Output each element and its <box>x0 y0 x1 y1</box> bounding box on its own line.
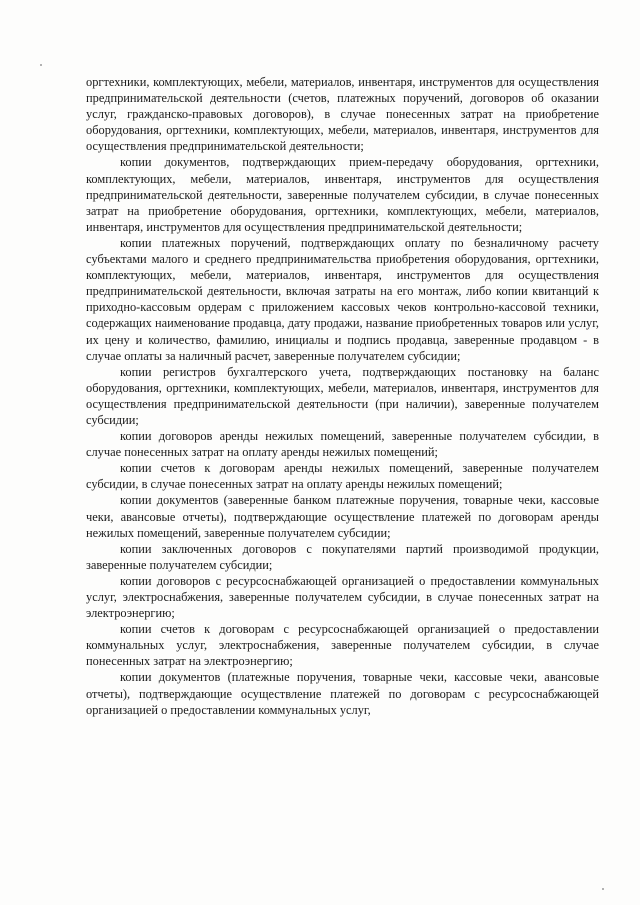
paragraph: копии счетов к договорам аренды нежилых помещений, заверенные получателем субсидии, в случае понесенных затрат на оплату аренды нежилых помещений; <box>86 461 599 492</box>
paragraph: копии договоров с ресурсоснабжающей организацией о предоставлении коммунальных услуг, электроснабжения, заверенные получателем субсидии, в случае понесенных затрат на электроэнергию; <box>86 573 599 621</box>
scan-speck <box>602 888 604 890</box>
paragraph: копии платежных поручений, подтверждающих оплату по безналичному расчету субъектами малого и среднего предпринимательства приобретения оборудования, оргтехники, комплектующих, мебели, материалов, инвентаря, инструментов для осуществления предпринимательской деятельности, включая затраты на его монтаж, либо копии квитанций к приходно-кассовым ордерам с приложением кассовых чеков контрольно-кассовой техники, содержащих наименование продавца, дату продажи, название приобретенных товаров или услуг, их цену и количество, фамилию, инициалы и подпись продавца, заверенные продавцом - в случае оплаты за наличный расчет, заверенные получателем субсидии; <box>86 235 599 363</box>
paragraph: копии договоров аренды нежилых помещений, заверенные получателем субсидии, в случае понесенных затрат на оплату аренды нежилых помещений; <box>86 429 599 460</box>
paragraph: копии документов, подтверждающих прием-передачу оборудования, оргтехники, комплектующих, мебели, материалов, инвентаря, инструментов для осуществления предпринимательской деятельности, заверенные получателем субсидии, в случае понесенных затрат на приобретение оборудования, оргтехники, комплектующих, мебели, материалов, инвентаря, инструментов для осуществления предпринимательской деятельности; <box>86 155 599 234</box>
paragraph: оргтехники, комплектующих, мебели, материалов, инвентаря, инструментов для осуществления предпринимательской деятельности (счетов, платежных поручений, договоров об оказании услуг, гражданско-правовых договоров), в случае понесенных затрат на приобретение оборудования, оргтехники, комплектующих, мебели, материалов, инвентаря, инструментов для осуществления предпринимательской деятельности; <box>86 75 599 154</box>
document-body <box>86 74 599 718</box>
paragraph: копии регистров бухгалтерского учета, подтверждающих постановку на баланс оборудования, оргтехники, комплектующих, мебели, материалов, инвентаря, инструментов для осуществления предпринимательской деятельности (при наличии), заверенные получателем субсидии; <box>86 364 599 427</box>
paragraph: копии заключенных договоров с покупателями партий производимой продукции, заверенные получателем субсидии; <box>86 541 599 572</box>
paragraph: копии документов (платежные поручения, товарные чеки, кассовые чеки, авансовые отчеты), подтверждающие осуществление платежей по договорам с ресурсоснабжающей организацией о предоставлении коммунальных услуг, <box>86 670 599 717</box>
paragraph: копии счетов к договорам с ресурсоснабжающей организацией о предоставлении коммунальных услуг, электроснабжения, заверенные получателем субсидии, в случае понесенных затрат на электроэнергию; <box>86 622 599 669</box>
scan-speck <box>40 64 42 66</box>
paragraph: копии документов (заверенные банком платежные поручения, товарные чеки, кассовые чеки, авансовые отчеты), подтверждающие осуществление платежей по договорам аренды нежилых помещений, заверенные получателем субсидии; <box>86 493 599 540</box>
